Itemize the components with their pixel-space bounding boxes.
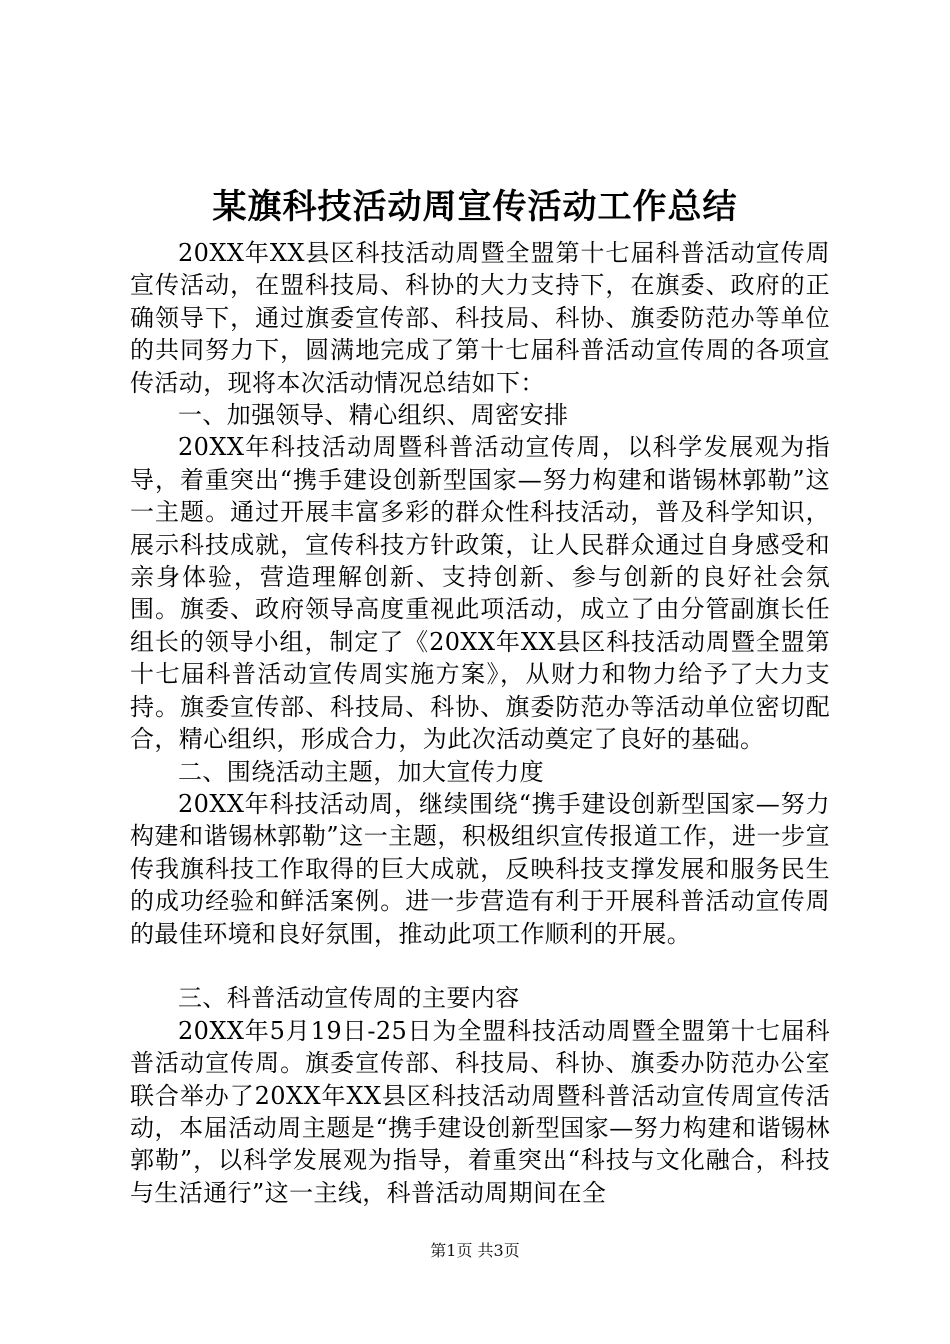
document-body [130, 237, 830, 1209]
page-title: 某旗科技活动周宣传活动工作总结 [212, 187, 738, 227]
intro-paragraph: 20XX年XX县区科技活动周暨全盟第十七届科普活动宣传周宣传活动，在盟科技局、科协的大力支持下，在旗委、政府的正确领导下，通过旗委宣传部、科技局、科协、旗委防范办等单位的共同努力下，圆满地完成了第十七届科普活动宣传周的各项宣传活动，现将本次活动情况总结如下： [130, 239, 830, 397]
blank-line [130, 950, 830, 982]
section-heading-3: 三、科普活动宣传周的主要内容 [178, 984, 520, 1013]
section-paragraph-3: 20XX年5月19日-25日为全盟科技活动周暨全盟第十七届科普活动宣传周。旗委宣传部、科技局、科协、旗委办防范办公室联合举办了20XX年XX县区科技活动周暨科普活动宣传周宣传活动，本届活动周主题是“携手建设创新型国家—努力构建和谐锡林郭勒”，以科学发展观为指导，着重突出“科技与文化融合，科技与生活通行”这一主线，科普活动周期间在全 [130, 1016, 830, 1207]
page-footer: 第1页 共3页 [430, 1241, 520, 1260]
section-paragraph-1: 20XX年科技活动周暨科普活动宣传周，以科学发展观为指导，着重突出“携手建设创新型国家—努力构建和谐锡林郭勒”这一主题。通过开展丰富多彩的群众性科技活动，普及科学知识，展示科技成就，宣传科技方针政策，让人民群众通过自身感受和亲身体验，营造理解创新、支持创新、参与创新的良好社会氛围。旗委、政府领导高度重视此项活动，成立了由分管副旗长任组长的领导小组，制定了《20XX年XX县区科技活动周暨全盟第十七届科普活动宣传周实施方案》，从财力和物力给予了大力支持。旗委宣传部、科技局、科协、旗委防范办等活动单位密切配合，精心组织，形成合力，为此次活动奠定了良好的基础。 [130, 433, 830, 754]
section-heading-1: 一、加强领导、精心组织、周密安排 [178, 401, 569, 430]
section-paragraph-2: 20XX年科技活动周，继续围绕“携手建设创新型国家—努力构建和谐锡林郭勒”这一主题，积极组织宣传报道工作，进一步宣传我旗科技工作取得的巨大成就，反映科技支撑发展和服务民生的成功经验和鲜活案例。进一步营造有利于开展科普活动宣传周的最佳环境和良好氛围，推动此项工作顺利的开展。 [130, 789, 830, 948]
section-heading-2: 二、围绕活动主题，加大宣传力度 [178, 757, 544, 786]
